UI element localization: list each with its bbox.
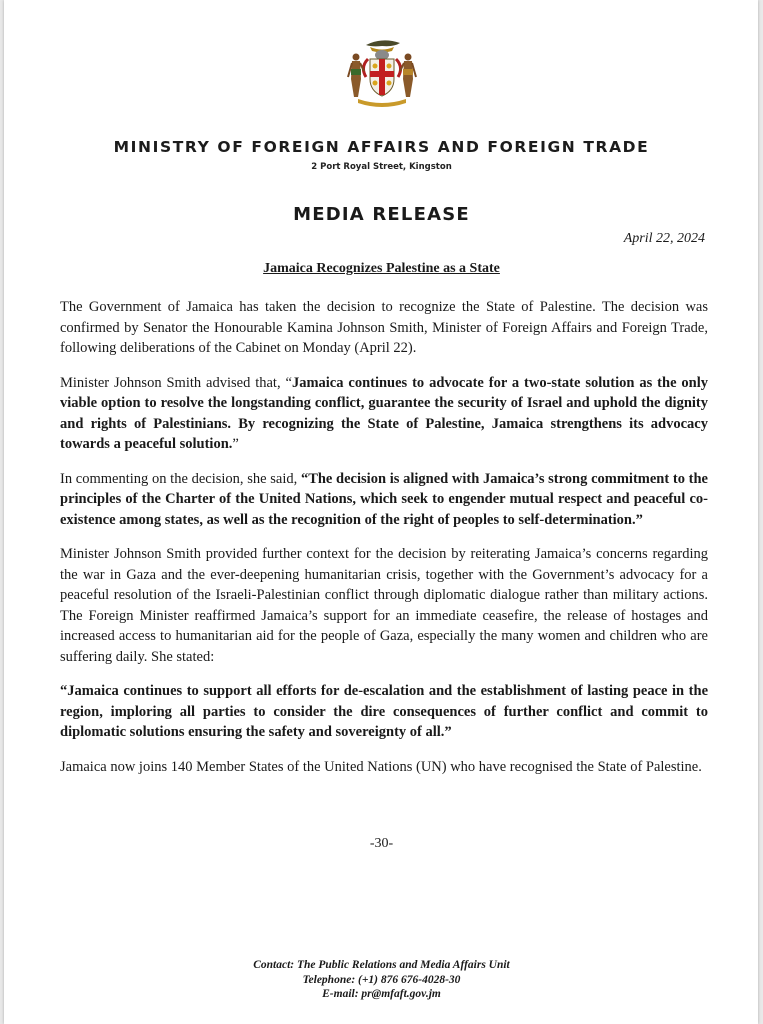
release-headline: Jamaica Recognizes Palestine as a State [263,261,500,276]
paragraph-1: The Government of Jamaica has taken the decision to recognize the State of Palestine. The decision was confirmed by Senator the Honourable Kamina Johnson Smith, Minister of Foreign Affairs and Foreign Trade, following deliberations of the Cabinet on Monday (April 22). [60,299,708,356]
paragraph-2-intro: Minister Johnson Smith advised that, “ [60,374,292,391]
paragraph-5-quote: Jamaica continues to support all efforts for de-escalation and the establishment of lasting peace in the region, imploring all parties to consider the dire consequences of further conflict and commit to diplomatic solutions ensuring the safety and sovereignty of all. [60,683,708,740]
jamaica-coat-of-arms-icon [342,33,422,109]
paragraph-3-quote: “The decision is aligned with Jamaica’s strong commitment to the principles of the Charter of the United Nations, which seek to engender mutual respect and peaceful co-existence among states, as well as the recognition of the right of peoples to self-determination.” [60,470,708,528]
ministry-name: MINISTRY OF FOREIGN AFFAIRS AND FOREIGN TRADE [113,138,650,156]
release-date: April 22, 2024 [623,231,705,246]
paragraph-3 [60,469,708,531]
paragraph-2 [60,373,708,455]
paragraph-6: Jamaica now joins 140 Member States of the United Nations (UN) who have recognised the State of Palestine. [60,758,702,775]
paragraph-5-open-quote: “ [60,683,68,699]
paragraph-3-intro: In commenting on the decision, she said, [60,470,301,487]
contact-email: E-mail: pr@mfaft.gov.jm [322,988,441,1000]
contact-block [0,958,763,1002]
release-type-title: MEDIA RELEASE [293,204,470,225]
paragraph-5-close-quote: ” [444,724,452,740]
ministry-address: 2 Port Royal Street, Kingston [311,162,452,172]
contact-unit: Contact: The Public Relations and Media Affairs Unit [253,959,510,971]
paragraph-5 [60,681,708,743]
paragraph-4: Minister Johnson Smith provided further context for the decision by reiterating Jamaica’s concerns regarding the war in Gaza and the ever-deepening humanitarian crisis, together with the Government’s advocacy for a peaceful resolution of the Israeli-Palestinian conflict through diplomatic dialogue rather than military actions. The Foreign Minister reaffirmed Jamaica’s support for an immediate ceasefire, the release of hostages and increased access to humanitarian aid for the people of Gaza, especially the many women and children who are suffering daily. She stated: [60,546,708,665]
contact-telephone: Telephone: (+1) 876 676-4028-30 [302,973,461,986]
end-mark: -30- [369,836,394,851]
paragraph-2-close: ” [232,436,239,452]
release-body [60,297,708,791]
paragraph-2-quote: Jamaica continues to advocate for a two-state solution as the only viable option to resolve the longstanding conflict, guarantee the security of Israel and uphold the dignity and rights of Palestinians. By recognizing the State of Palestine, Jamaica strengthens its advocacy towards a peaceful solution. [60,374,708,452]
